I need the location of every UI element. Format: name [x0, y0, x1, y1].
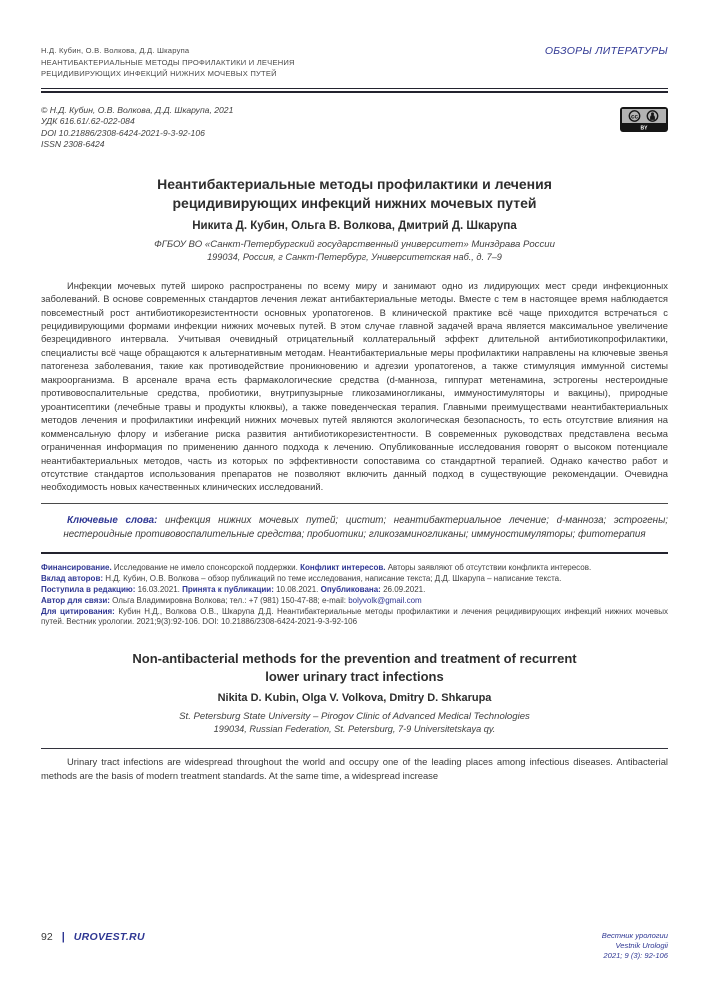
authors-ru: Никита Д. Кубин, Ольга В. Волкова, Дмитрий Д. Шкарупа [192, 219, 517, 232]
footer-right [602, 931, 668, 962]
corresponding-line [41, 596, 668, 607]
keywords-ru [41, 514, 668, 542]
cc-by-badge[interactable] [620, 107, 668, 151]
issn-line: ISSN 2308-6424 [41, 139, 105, 150]
page-number: 92 [41, 931, 53, 943]
keywords-divider-bottom [41, 552, 668, 554]
citation-line [41, 607, 668, 629]
contribution-text: Н.Д. Кубин, О.В. Волкова – обзор публикаций по теме исследования, написание текста; Д.Д. Шкарупа – написание текста. [103, 573, 562, 583]
imprint-block [41, 105, 668, 151]
keywords-text: инфекция нижних мочевых путей; цистит; неантибактериальное лечение; d-манноза; эстрогены; нестероидные противовоспалительные средства; пробиотики; гликозаминогликаны; иммуностимуляторы; фитотерапия [63, 514, 669, 540]
running-head-authors: Н.Д. Кубин, О.В. Волкова, Д.Д. Шкарупа [41, 46, 190, 55]
svg-text:cc: cc [630, 113, 639, 121]
accepted-date: 10.08.2021. [273, 584, 321, 594]
header-divider [41, 88, 668, 93]
citation-text: Кубин Н.Д., Волкова О.В., Шкарупа Д.Д. Неантибактериальные методы профилактики и лечения рецидивирующих инфекций нижних мочевых путей. Вестник урологии. 2021;9(3):92-106. DOI: 10.21886/2308-6424-2021-9-3-92-106 [41, 606, 668, 627]
affiliation-ru: ФГБОУ ВО «Санкт-Петербургский государственный университет» Минздрава России [154, 238, 555, 250]
copyright-line: © Н.Д. Кубин, О.В. Волкова, Д.Д. Шкарупа, 2021 [41, 105, 234, 115]
running-head-title-line1: НЕАНТИБАКТЕРИАЛЬНЫЕ МЕТОДЫ ПРОФИЛАКТИКИ И ЛЕЧЕНИЯ [41, 58, 295, 67]
abstract-en: Urinary tract infections are widespread throughout the world and occupy one of the leading places among infectious diseases. Antibacterial methods are the basis of modern treatment standards. At the same time, a widespread increase [41, 756, 668, 781]
dates-line [41, 585, 668, 596]
svg-text:BY: BY [640, 125, 648, 132]
udk-line: УДК 616.61/.62-022-084 [41, 116, 135, 127]
corresponding-text: Ольга Владимировна Волкова; тел.: +7 (981) 150-47-88; e-mail: [109, 595, 349, 605]
journal-name-ru: Вестник урологии [601, 931, 668, 940]
funding-text: Исследование не имело спонсорской поддержки. [111, 562, 301, 572]
journal-site-link[interactable]: UROVEST.RU [73, 931, 145, 943]
received-date: 16.03.2021. [135, 584, 183, 594]
footer-left [41, 931, 145, 943]
email-link[interactable]: bolyvolk@gmail.com [348, 595, 422, 605]
article-title-en: Non-antibacterial methods for the prevention and treatment of recurrent lower urinary tract infections [132, 651, 577, 684]
running-head-left [41, 45, 295, 79]
journal-name-en: Vestnik Urologii [615, 941, 668, 951]
abstract-en-divider [41, 748, 668, 749]
imprint-lines [41, 105, 233, 151]
running-head-title-line2: РЕЦИДИВИРУЮЩИХ ИНФЕКЦИЙ НИЖНИХ МОЧЕВЫХ ПУТЕЙ [41, 69, 277, 78]
funding-label: Финансирование. [41, 562, 112, 572]
conflict-label: Конфликт интересов. [300, 562, 386, 572]
funding-line [41, 563, 668, 574]
doi-line: DOI 10.21886/2308-6424-2021-9-3-92-106 [41, 127, 205, 138]
authors-en: Nikita D. Kubin, Olga V. Volkova, Dmitry D. Shkarupa [217, 692, 492, 705]
issue-info: 2021; 9 (3): 92-106 [603, 951, 668, 961]
section-label: ОБЗОРЫ ЛИТЕРАТУРЫ [544, 45, 668, 57]
corresponding-label: Автор для связи: [41, 595, 110, 605]
citation-label: Для цитирования: [41, 606, 115, 616]
running-head [41, 45, 668, 79]
address-ru: 199034, Россия, г Санкт-Петербург, Университетская наб., д. 7–9 [207, 251, 502, 262]
cc-by-icon [620, 107, 668, 132]
article-meta [41, 563, 668, 628]
published-label: Опубликована: [320, 584, 381, 594]
received-label: Поступила в редакцию: [41, 584, 136, 594]
contribution-label: Вклад авторов: [41, 573, 104, 583]
article-title-ru: Неантибактериальные методы профилактики и лечения рецидивирующих инфекций нижних мочевых путей [157, 175, 552, 211]
page-footer [41, 931, 668, 962]
affiliation-en: St. Petersburg State University – Pirogov Clinic of Advanced Medical Technologies [179, 711, 530, 723]
accepted-label: Принята к публикации: [182, 584, 274, 594]
keywords-label: Ключевые слова: [67, 514, 158, 526]
keywords-divider-top [41, 503, 668, 504]
contribution-line [41, 574, 668, 585]
published-date: 26.09.2021. [380, 584, 426, 594]
footer-separator: | [61, 931, 65, 943]
conflict-text: Авторы заявляют об отсутствии конфликта интересов. [385, 562, 592, 572]
abstract-ru: Инфекции мочевых путей широко распространены по всему миру и занимают одно из лидирующих мест среди инфекционных заболеваний. В основе современных стандартов лечения лежат антибактериальные методы. Вместе с тем в настоящее время наблюдается повсеместный рост антибиотикорезистентности основных уропатогенов. В клинической практике всё чаще приходится встречаться с рецидивирующими формами инфекции нижних мочевых путей. В этом случае главной задачей врача является максимальное увеличение безрецидивного интервала. Учитывая очевидный отрицательный коллатеральный эффект длительной антибиотикопрофилактики, специалисты всё чаще обращаются к альтернативным методам. Неантибактериальные меры профилактики направлены на ключевые звенья патогенеза заболевания, такие как противодействие проникновению и адгезии уропатогенов, а также стимуляция иммунной системы макроорганизма. В арсенале врача есть фармакологические средства (d-манноза, гиппурат метенамина, эстрогены нестероидные противовоспалительные средства, пробиотики, внутрипузырные гликозаминогликаны, иммуностимуляторы и вакцины), природные уроантисептики (лечебные травы и продукты клюквы), а также поведенческая терапия. Главными преимуществами неантибактериальных методов лечения и профилактики инфекций нижних мочевых путей являются экологическая безопасность, то есть отсутствие влияния на комменсальную флору и избегание риска развития антибиотикорезистентности. В современных руководствах представлена весьма ограниченная информация по применению данного подхода к лечению. Опубликованные исследования говорят о высоком потенциале неантибактериальных методов, часть из которых по эффективности сопоставима со стандартной терапией. Однако качество работ и отсутствие стандартов использования препаратов не позволяют включить данный подход в существующие рекомендации. Очевидна необходимость новых качественных клинических исследований. [41, 279, 668, 493]
address-en: 199034, Russian Federation, St. Petersburg, 7-9 Universitetskaya qy. [213, 724, 496, 735]
